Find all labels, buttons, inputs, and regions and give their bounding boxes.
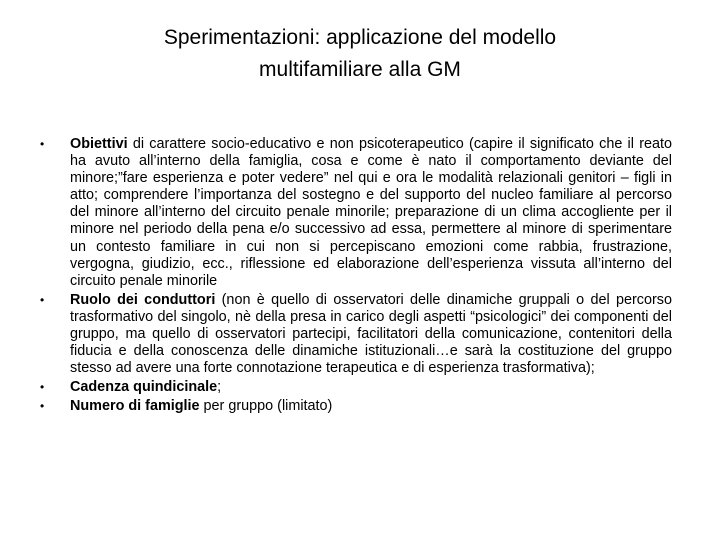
slide-title-line-2: multifamiliare alla GM bbox=[259, 58, 461, 81]
bullet-item-text: di carattere socio-educativo e non psicoterapeutico (capire il significato che il reato ha avuto all’interno della famiglia, cosa e come è nato il comportamento deviante del minore;”fare esperienza e poter vedere” nel qui e ora le modalità relazionali genitori – figli in atto; comprendere l’importanza del sostegno e del supporto del nucleo familiare al percorso del minore all’interno del circuito penale minorile; preparazione di un clima accogliente per il minore nel periodo della pena e/o successivo ad essa, permettere al minore di sperimentare un contesto familiare in cui non si percepiscano emozioni come rabbia, frustrazione, vergogna, giudizio, ecc., riflessione ed elaborazione dell’esperienza vissuta all’interno del circuito penale minorile bbox=[70, 136, 672, 289]
bullet-item-keyword: Numero di famiglie bbox=[70, 398, 200, 415]
bullet-icon: • bbox=[40, 137, 45, 151]
slide-title-line-1: Sperimentazioni: applicazione del modello bbox=[163, 26, 557, 49]
bullet-item-obiettivi bbox=[40, 136, 672, 290]
bullet-item-cadenza bbox=[40, 379, 672, 396]
bullet-item-text: per gruppo (limitato) bbox=[199, 398, 333, 415]
slide-title bbox=[60, 22, 660, 86]
bullet-icon: • bbox=[40, 399, 45, 414]
bullet-item-text: ; bbox=[217, 379, 222, 396]
bullet-item-text: (non è quello di osservatori delle dinamiche gruppali o del percorso trasformativo del singolo, nè della presa in carico degli aspetti “psicologici” dei componenti del gruppo, ma quello di osservatori partecipi, facilitatori della comunicazione, contenitori della fiducia e della conoscenza delle dinamiche istituzionali…e sarà la costituzione del gruppo stesso ad avere una forte connotazione terapeutica e di esperienza trasformativa); bbox=[70, 291, 672, 377]
bullet-item-numero-famiglie bbox=[40, 398, 672, 415]
bullet-item-keyword: Ruolo dei conduttori bbox=[70, 291, 216, 308]
bullet-icon: • bbox=[40, 380, 45, 395]
bullet-item-keyword: Obiettivi bbox=[70, 136, 128, 152]
bullet-icon: • bbox=[40, 292, 45, 307]
bullet-list bbox=[40, 136, 672, 418]
bullet-item-ruolo-conduttori bbox=[40, 292, 672, 377]
bullet-item-keyword: Cadenza quindicinale bbox=[70, 379, 218, 396]
